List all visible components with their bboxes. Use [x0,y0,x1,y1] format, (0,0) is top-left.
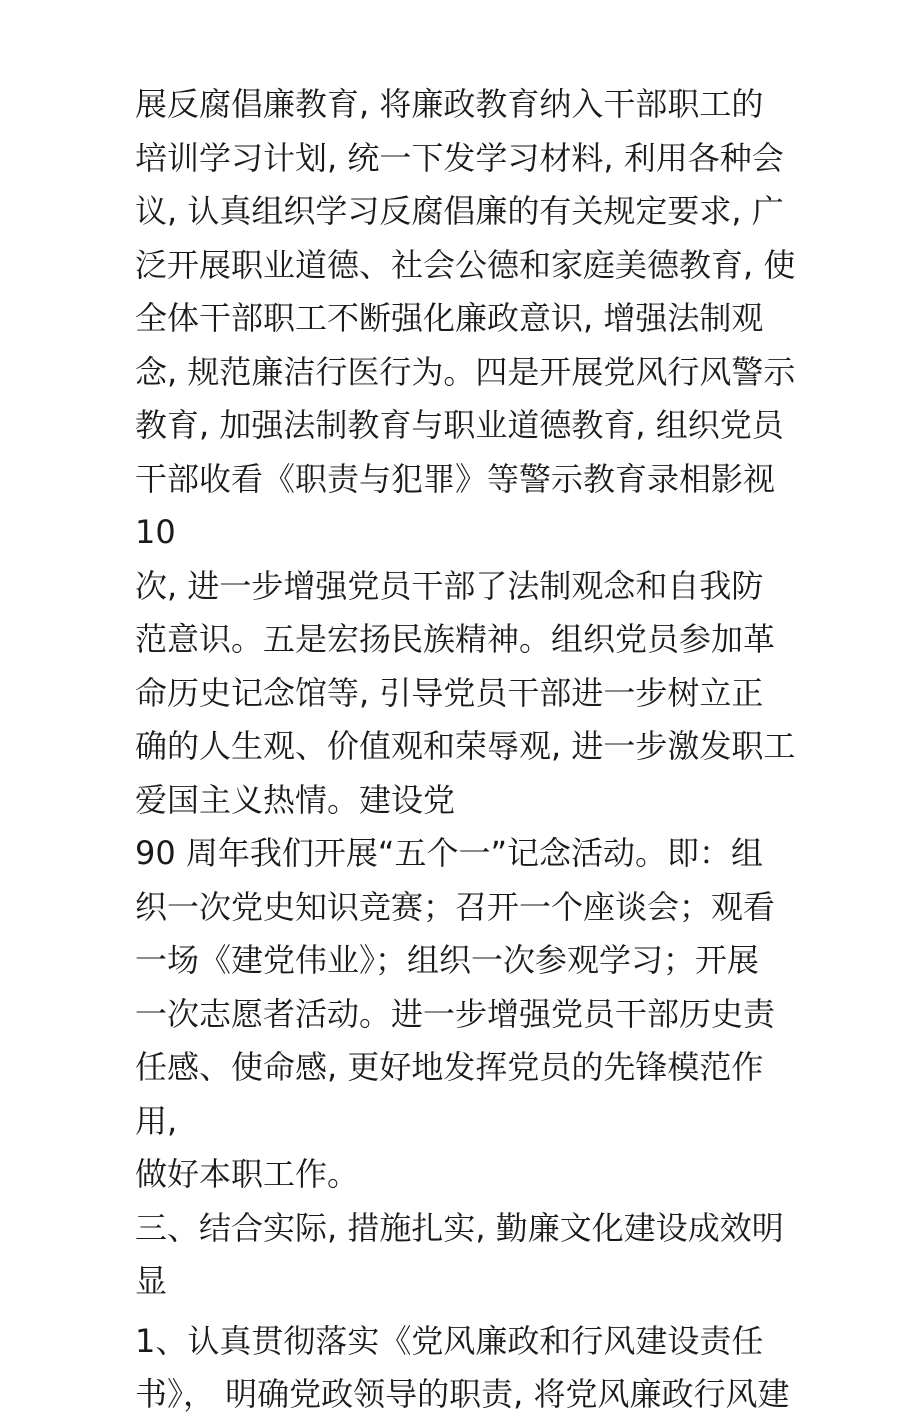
text-line: 泛开展职业道德、社会公德和家庭美德教育, 使 [135,245,796,284]
text-line: 确的人生观、价值观和荣辱观, 进一步激发职工 [135,727,796,765]
document-body [135,78,800,1422]
text-line: 全体干部职工不断强化廉政意识, 增强法制观 [135,299,764,337]
text-line: 任感、使命感, 更好地发挥党员的先锋模范作用, [135,1048,764,1140]
numbered-item: 1、认真贯彻落实《党风廉政和行风建设责任 [135,1321,764,1360]
text-line: 干部收看《职责与犯罪》等警示教育录相影视 10 [135,459,786,551]
text-line: 范意识。五是宏扬民族精神。组织党员参加革 [135,620,776,658]
text-line: 展反腐倡廉教育, 将廉政教育纳入干部职工的 [135,85,764,123]
text-line: 爱国主义热情。建设党 [135,780,456,819]
text-line: 做好本职工作。 [135,1155,360,1193]
text-line: 书》， 明确党政领导的职责, 将党风廉政行风建 [135,1375,790,1413]
section-heading: 三、结合实际, 措施扎实, 勤廉文化建设成效明 [135,1208,784,1247]
text-line: 90 周年我们开展“五个一”记念活动。即：组 [135,834,764,872]
text-line: 念, 规范廉洁行医行为。四是开展党风行风警示 [135,352,796,391]
text-line: 织一次党史知识竞赛；召开一个座谈会；观看 [135,887,776,926]
text-line: 教育, 加强法制教育与职业道德教育, 组织党员 [135,406,784,444]
text-line: 培训学习计划, 统一下发学习材料, 利用各种会 [135,138,784,177]
text-line: 命历史记念馆等, 引导党员干部进一步树立正 [135,673,764,712]
section-heading-continued: 显 [135,1262,168,1300]
text-line: 次, 进一步增强党员干部了法制观念和自我防 [135,566,764,605]
text-line: 议, 认真组织学习反腐倡廉的有关规定要求, 广 [135,192,784,230]
text-line: 一次志愿者活动。进一步增强党员干部历史责 [135,994,776,1033]
text-line: 一场《建党伟业》；组织一次参观学习；开展 [135,941,760,979]
